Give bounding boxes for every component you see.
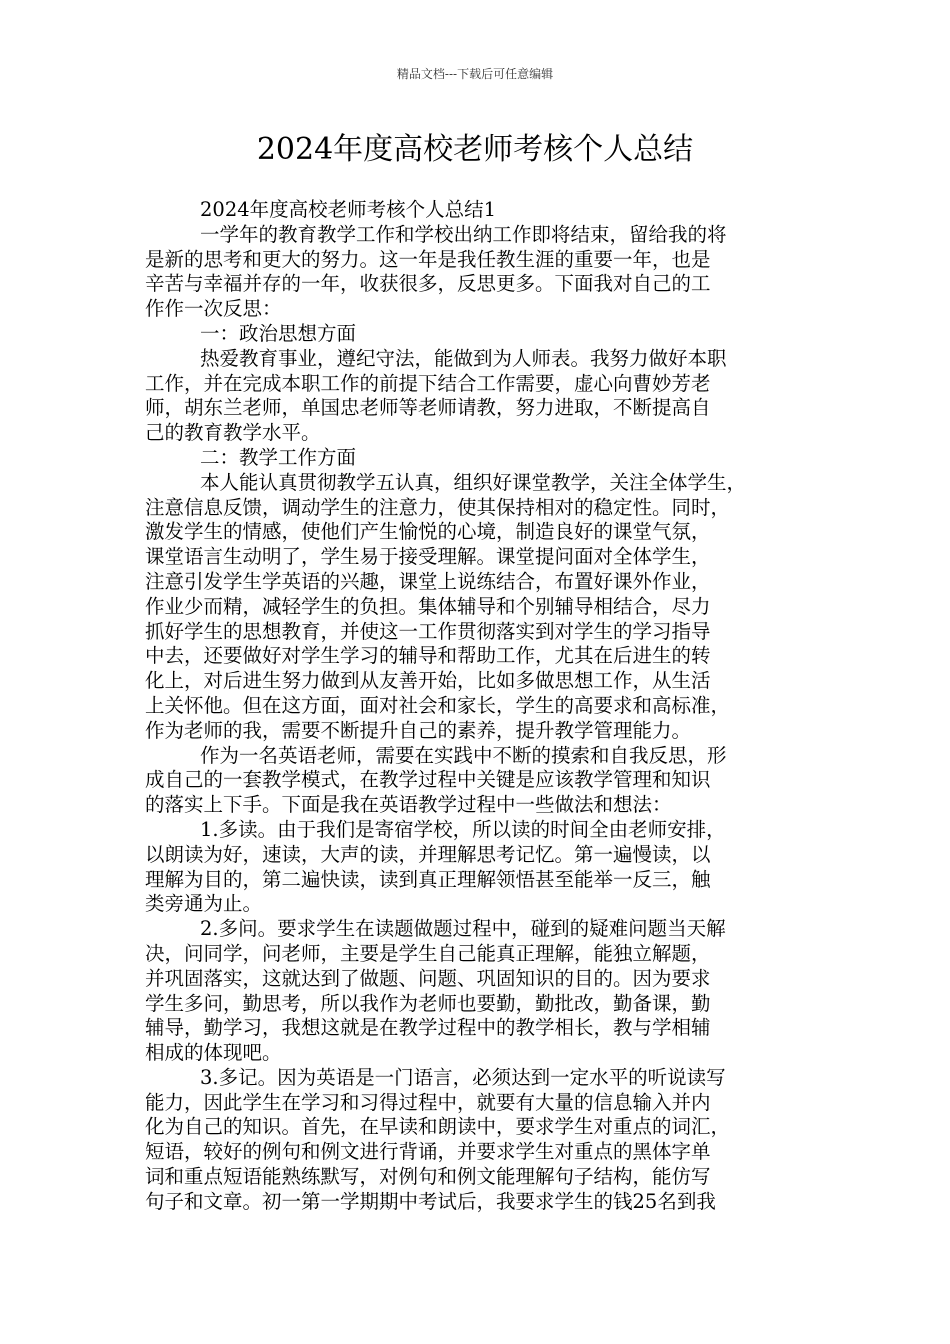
body-line: 辅导，勤学习，我想这就是在教学过程中的教学相长，教与学相辅 <box>145 1016 711 1040</box>
body-line: 以朗读为好，速读，大声的读，并理解思考记忆。第一遍慢读，以 <box>145 842 711 866</box>
body-line: 抓好学生的思想教育，并使这一工作贯彻落实到对学生的学习指导 <box>145 619 711 643</box>
body-line: 二：教学工作方面 <box>200 445 357 469</box>
body-line: 理解为目的，第二遍快读，读到真正理解领悟甚至能举一反三，触 <box>145 867 711 891</box>
body-line: 3.多记。因为英语是一门语言，必须达到一定水平的听说读写 <box>200 1065 726 1089</box>
body-line: 并巩固落实，这就达到了做题、问题、巩固知识的目的。因为要求 <box>145 966 711 990</box>
body-line: 短语，较好的例句和例文进行背诵，并要求学生对重点的黑体字单 <box>145 1140 711 1164</box>
body-line: 是新的思考和更大的努力。这一年是我任教生涯的重要一年，也是 <box>145 247 711 271</box>
body-line: 2024年度高校老师考核个人总结1 <box>200 198 497 221</box>
body-line: 热爱教育事业，遵纪守法，能做到为人师表。我努力做好本职 <box>200 346 727 370</box>
body-line: 本人能认真贯彻教学五认真，组织好课堂教学，关注全体学生， <box>200 470 747 494</box>
body-line: 中去，还要做好对学生学习的辅导和帮助工作，尤其在后进生的转 <box>145 644 711 668</box>
body-line: 成自己的一套教学模式，在教学过程中关键是应该教学管理和知识 <box>145 768 711 792</box>
body-line: 上关怀他。但在这方面，面对社会和家长，学生的高要求和高标准， <box>145 693 731 717</box>
body-line: 化为自己的知识。首先，在早读和朗读中，要求学生对重点的词汇， <box>145 1115 731 1139</box>
body-line: 决，问同学，问老师，主要是学生自己能真正理解，能独立解题， <box>145 941 711 965</box>
body-line: 作为一名英语老师，需要在实践中不断的摸索和自我反思，形 <box>200 743 727 767</box>
document-title: 2024年度高校老师考核个人总结 <box>256 132 694 167</box>
body-line: 课堂语言生动明了，学生易于接受理解。课堂提问面对全体学生， <box>145 545 711 569</box>
body-line: 辛苦与幸福并存的一年，收获很多，反思更多。下面我对自己的工 <box>145 272 711 296</box>
body-line: 一学年的教育教学工作和学校出纳工作即将结束，留给我的将 <box>200 222 727 246</box>
body-line: 作作一次反思： <box>145 297 282 321</box>
body-line: 工作，并在完成本职工作的前提下结合工作需要，虚心向曹妙芳老 <box>145 371 711 395</box>
body-line: 1.多读。由于我们是寄宿学校，所以读的时间全由老师安排， <box>200 817 726 841</box>
body-line: 己的教育教学水平。 <box>145 421 321 445</box>
body-line: 激发学生的情感，使他们产生愉悦的心境，制造良好的课堂气氛， <box>145 520 711 544</box>
body-line: 相成的体现吧。 <box>145 1041 282 1065</box>
body-line: 能力，因此学生在学习和习得过程中，就要有大量的信息输入并内 <box>145 1090 711 1114</box>
body-line: 化上，对后进生努力做到从友善开始，比如多做思想工作，从生活 <box>145 669 711 693</box>
body-line: 注意引发学生学英语的兴趣，课堂上说练结合，布置好课外作业， <box>145 569 711 593</box>
body-line: 的落实上下手。下面是我在英语教学过程中一些做法和想法： <box>145 793 672 817</box>
body-line: 注意信息反馈，调动学生的注意力，使其保持相对的稳定性。同时， <box>145 495 731 519</box>
body-line: 学生多问，勤思考，所以我作为老师也要勤，勤批改，勤备课，勤 <box>145 991 711 1015</box>
body-line: 类旁通为止。 <box>145 892 263 916</box>
body-line: 词和重点短语能熟练默写，对例句和例文能理解句子结构，能仿写 <box>145 1165 711 1189</box>
body-line: 一：政治思想方面 <box>200 321 357 345</box>
body-line: 师，胡东兰老师，单国忠老师等老师请教，努力进取，不断提高自 <box>145 396 711 420</box>
body-line: 作为老师的我，需要不断提升自己的素养，提升教学管理能力。 <box>145 718 692 742</box>
header-note: 精品文档---下载后可任意编辑 <box>396 67 554 81</box>
body-line: 作业少而精，减轻学生的负担。集体辅导和个别辅导相结合，尽力 <box>145 594 711 618</box>
body-line: 句子和文章。初一第一学期期中考试后，我要求学生的钱25名到我 <box>145 1189 716 1213</box>
document-body <box>145 198 815 1215</box>
body-line: 2.多问。要求学生在读题做题过程中，碰到的疑难问题当天解 <box>200 917 726 941</box>
